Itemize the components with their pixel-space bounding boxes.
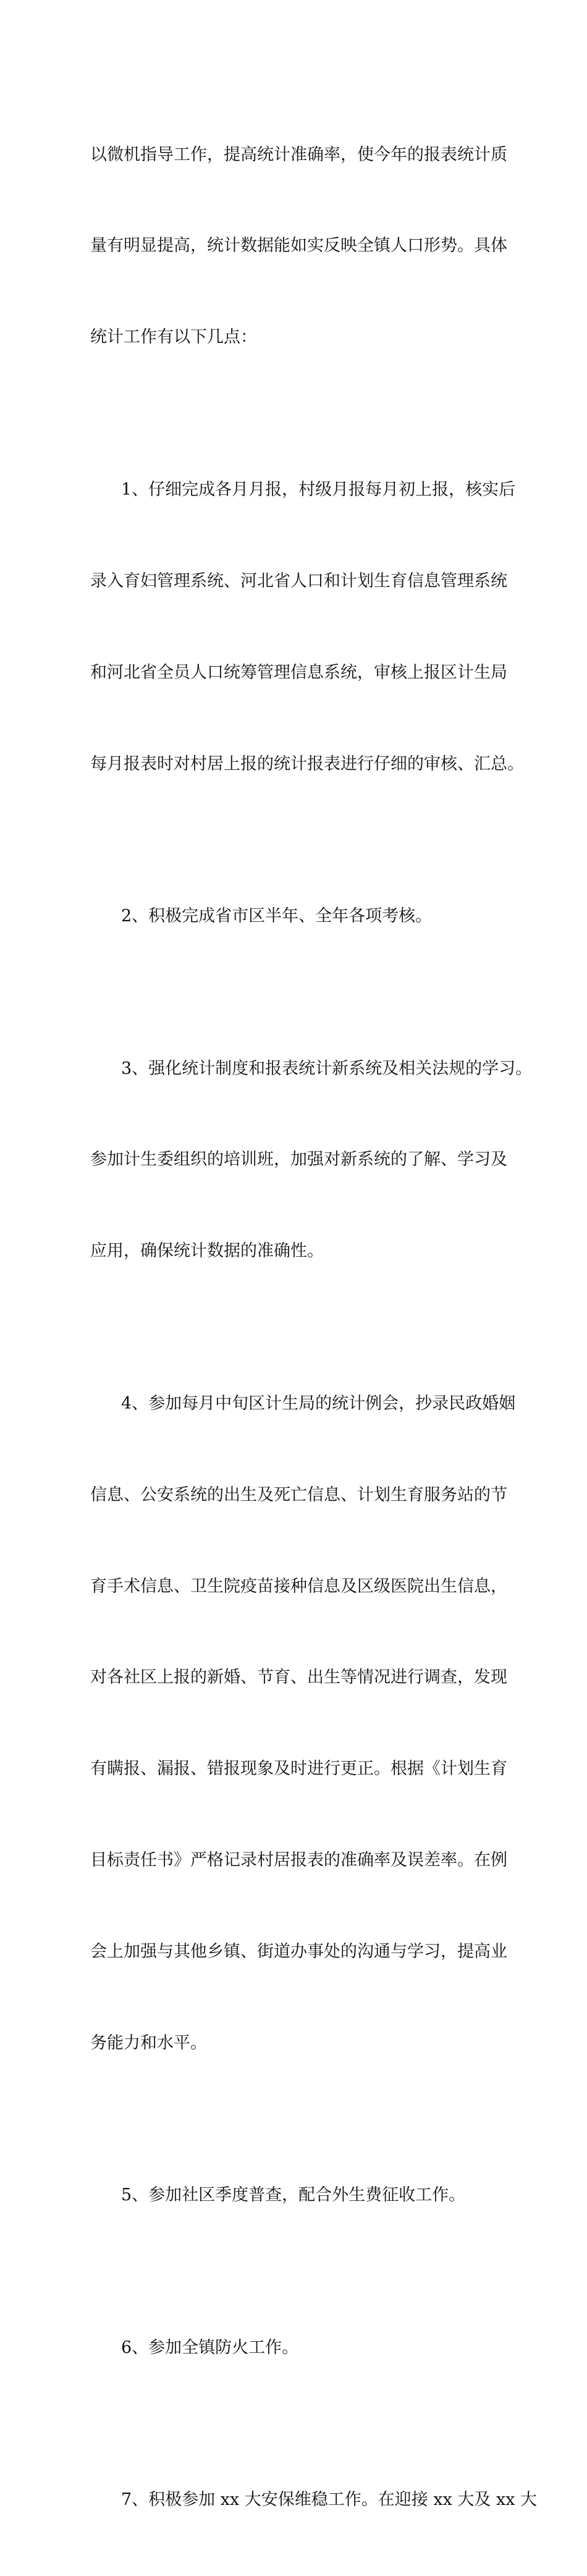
- text-line: 对各社区上报的新婚、节育、出生等情况进行调查，发现: [90, 1668, 507, 1687]
- paragraph-item-3: [90, 992, 533, 1327]
- text-line: 5、参加社区季度普查，配合外生费征收工作。: [121, 2185, 466, 2205]
- text-line: 和河北省全员人口统筹管理信息系统，审核上报区计生局: [90, 662, 507, 682]
- text-line: 以微机指导工作，提高统计准确率，使今年的报表统计质: [90, 145, 507, 164]
- text-line: 4、参加每月中旬区计生局的统计例会，抄录民政婚姻: [121, 1393, 516, 1413]
- paragraph-item-6: [90, 2271, 510, 2423]
- paragraph-item-5: [90, 2119, 510, 2271]
- text-line: 1、仔细完成各月月报，村级月报每月初上报，核实后: [121, 479, 516, 499]
- text-line: 录入育妇管理系统、河北省人口和计划生育信息管理系统: [90, 571, 507, 591]
- text-line: 目标责任书》严格记录村居报表的准确率及误差率。在例: [90, 1851, 507, 1870]
- text-line: 2、积极完成省市区半年、全年各项考核。: [121, 906, 433, 926]
- paragraph-item-4: [90, 1327, 516, 2119]
- text-line: 量有明显提高，统计数据能如实反映全镇人口形势。具体: [90, 236, 507, 256]
- text-line: 务能力和水平。: [90, 2033, 207, 2053]
- text-line: 每月报表时对村居上报的统计报表进行仔细的审核、汇总。: [90, 754, 524, 774]
- paragraph-item-7: [90, 2424, 538, 2576]
- text-line: 育手术信息、卫生院疫苗接种信息及区级医院出生信息，: [90, 1576, 507, 1596]
- text-line: 会上加强与其他乡镇、街道办事处的沟通与学习，提高业: [90, 1942, 507, 1962]
- text-line: 信息、公安系统的出生及死亡信息、计划生育服务站的节: [90, 1485, 507, 1505]
- paragraph-intro: [90, 78, 510, 413]
- text-line: 应用，确保统计数据的准确性。: [90, 1241, 324, 1261]
- text-line: 有瞒报、漏报、错报现象及时进行更正。根据《计划生育: [90, 1759, 507, 1779]
- text-line: 6、参加全镇防火工作。: [121, 2337, 299, 2357]
- text-line: 统计工作有以下几点：: [90, 327, 257, 347]
- text-line: 7、积极参加 xx 大安保维稳工作。在迎接 xx 大及 xx 大: [121, 2490, 538, 2510]
- paragraph-item-1: [90, 413, 524, 840]
- paragraph-item-2: [90, 840, 510, 992]
- text-line: 3、强化统计制度和报表统计新系统及相关法规的学习。: [121, 1058, 533, 1078]
- text-line: 参加计生委组织的培训班，加强对新系统的了解、学习及: [90, 1150, 507, 1170]
- document-body: [90, 78, 538, 2576]
